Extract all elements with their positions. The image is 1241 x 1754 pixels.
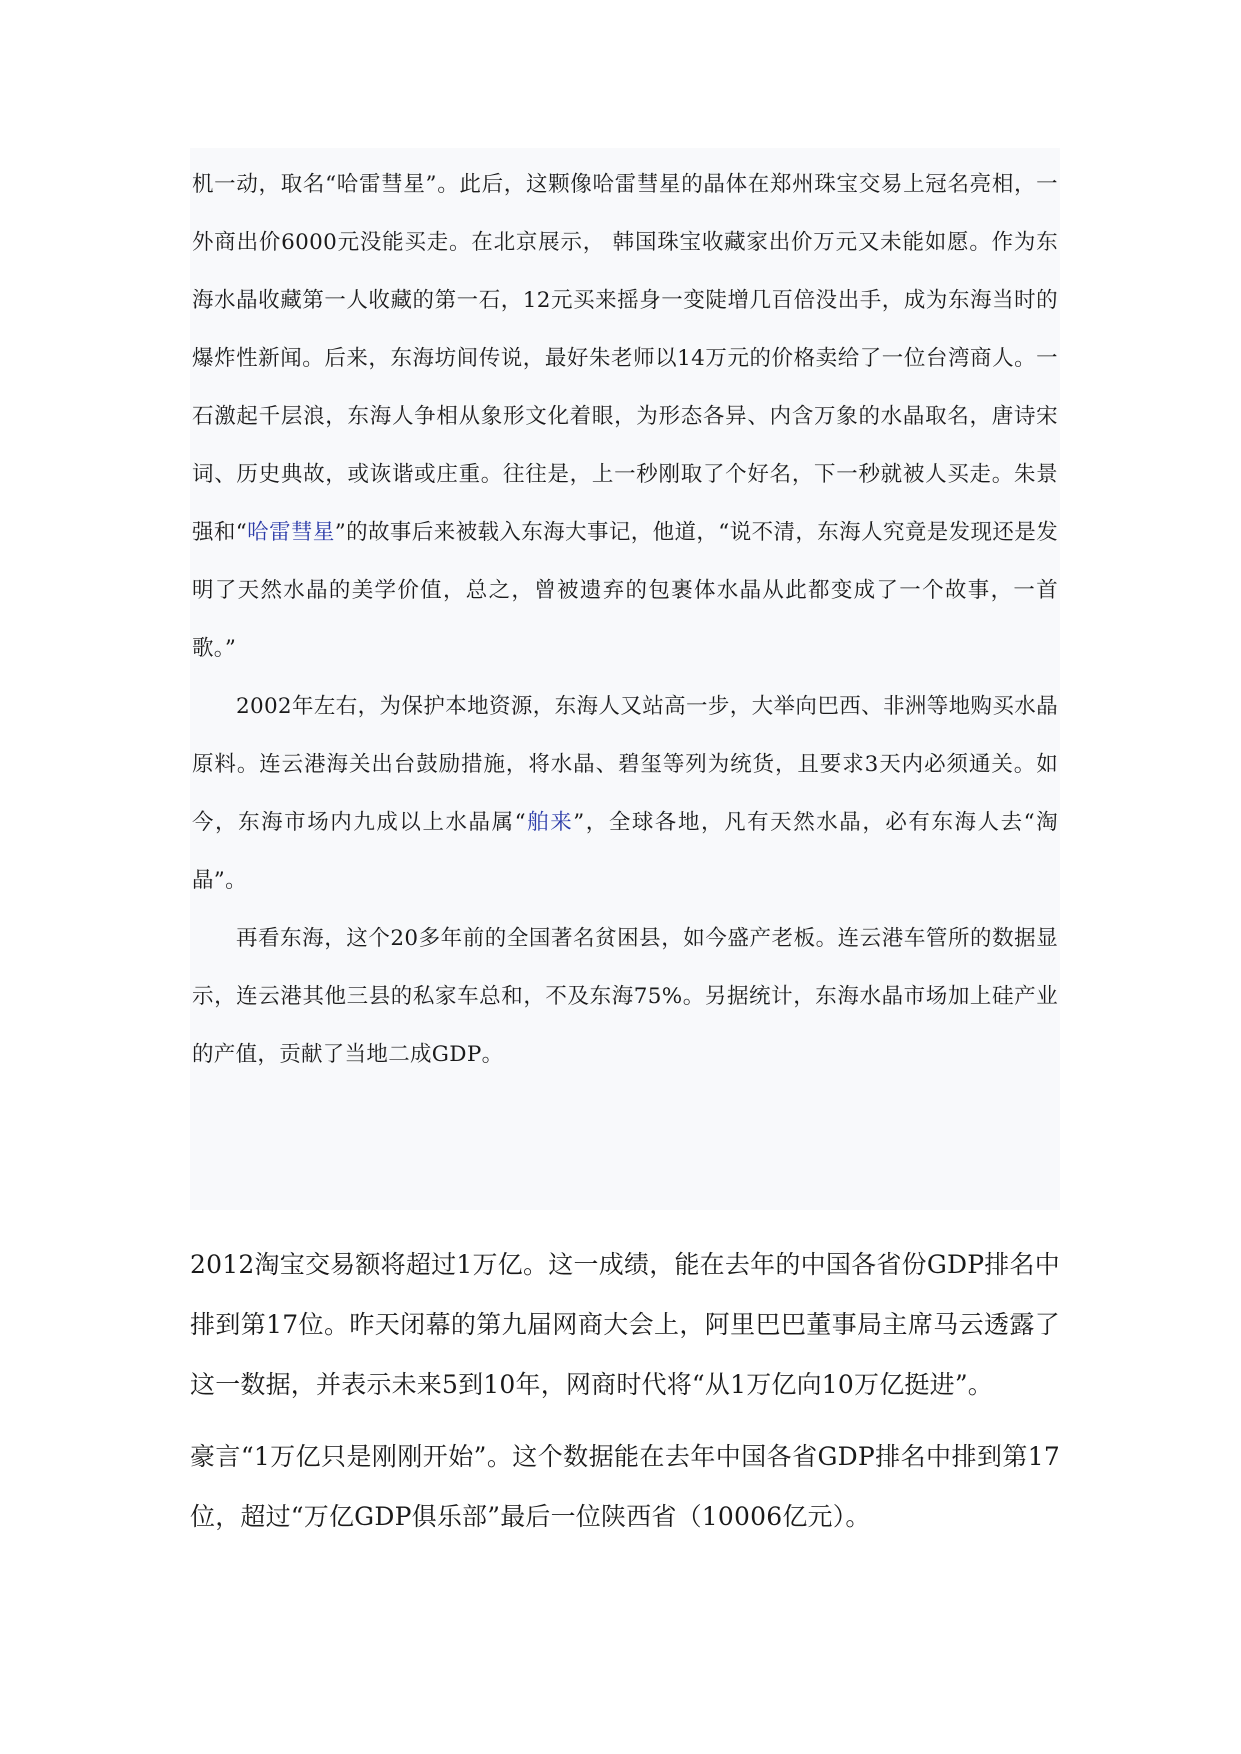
news-paragraph-1: 2012淘宝交易额将超过1万亿。这一成绩，能在去年的中国各省份GDP排名中排到第17位。昨天闭幕的第九届网商大会上，阿里巴巴董事局主席马云透露了这一数据，并表示未来5到10年，网商时代将“从1万亿向10万亿挺进”。 — [190, 1250, 1060, 1399]
imported-link[interactable]: 舶来 — [525, 810, 574, 835]
article-paragraph-1-text-b: ”的故事后来被载入东海大事记，他道，“说不清，东海人究竟是发现还是发明了天然水晶的美学价值，总之，曾被遗弃的包裹体水晶从此都变成了一个故事，一首歌。” — [192, 520, 1058, 661]
article-paragraph-2 — [192, 678, 1058, 910]
article-paragraph-1-text-a: 机一动，取名“哈雷彗星”。此后，这颗像哈雷彗星的晶体在郑州珠宝交易上冠名亮相，一外商出价6000元没能买走。在北京展示， 韩国珠宝收藏家出价万元又未能如愿。作为东海水晶收藏第一人收藏的第一石，12元买来摇身一变陡增几百倍没出手，成为东海当时的爆炸性新闻。后来，东海坊间传说，最好朱老师以14万元的价格卖给了一位台湾商人。一石激起千层浪，东海人争相从象形文化着眼，为形态各异、内含万象的水晶取名，唐诗宋词、历史典故，或诙谐或庄重。往往是，上一秒刚取了个好名，下一秒就被人买走。朱景强和“ — [192, 172, 1058, 545]
article-paragraph-3: 再看东海，这个20多年前的全国著名贫困县，如今盛产老板。连云港车管所的数据显示，连云港其他三县的私家车总和，不及东海75%。另据统计，东海水晶市场加上硅产业的产值，贡献了当地二成GDP。 — [192, 926, 1058, 1067]
news-block — [190, 1235, 1060, 1547]
article-paragraph-2-text-b: ”，全球各地，凡有天然水晶，必有东海人去“淘晶”。 — [192, 810, 1058, 893]
quoted-article-block — [190, 148, 1060, 1210]
article-paragraph-2-text-a: 2002年左右，为保护本地资源，东海人又站高一步，大举向巴西、非洲等地购买水晶原料。连云港海关出台鼓励措施，将水晶、碧玺等列为统货，且要求3天内必须通关。如今，东海市场内九成以上水晶属“ — [192, 694, 1058, 835]
article-paragraph-1 — [192, 156, 1058, 678]
news-paragraph-2: 豪言“1万亿只是刚刚开始”。这个数据能在去年中国各省GDP排名中排到第17位，超过“万亿GDP俱乐部”最后一位陕西省（10006亿元）。 — [190, 1442, 1060, 1531]
halley-comet-link[interactable]: 哈雷彗星 — [247, 520, 335, 545]
